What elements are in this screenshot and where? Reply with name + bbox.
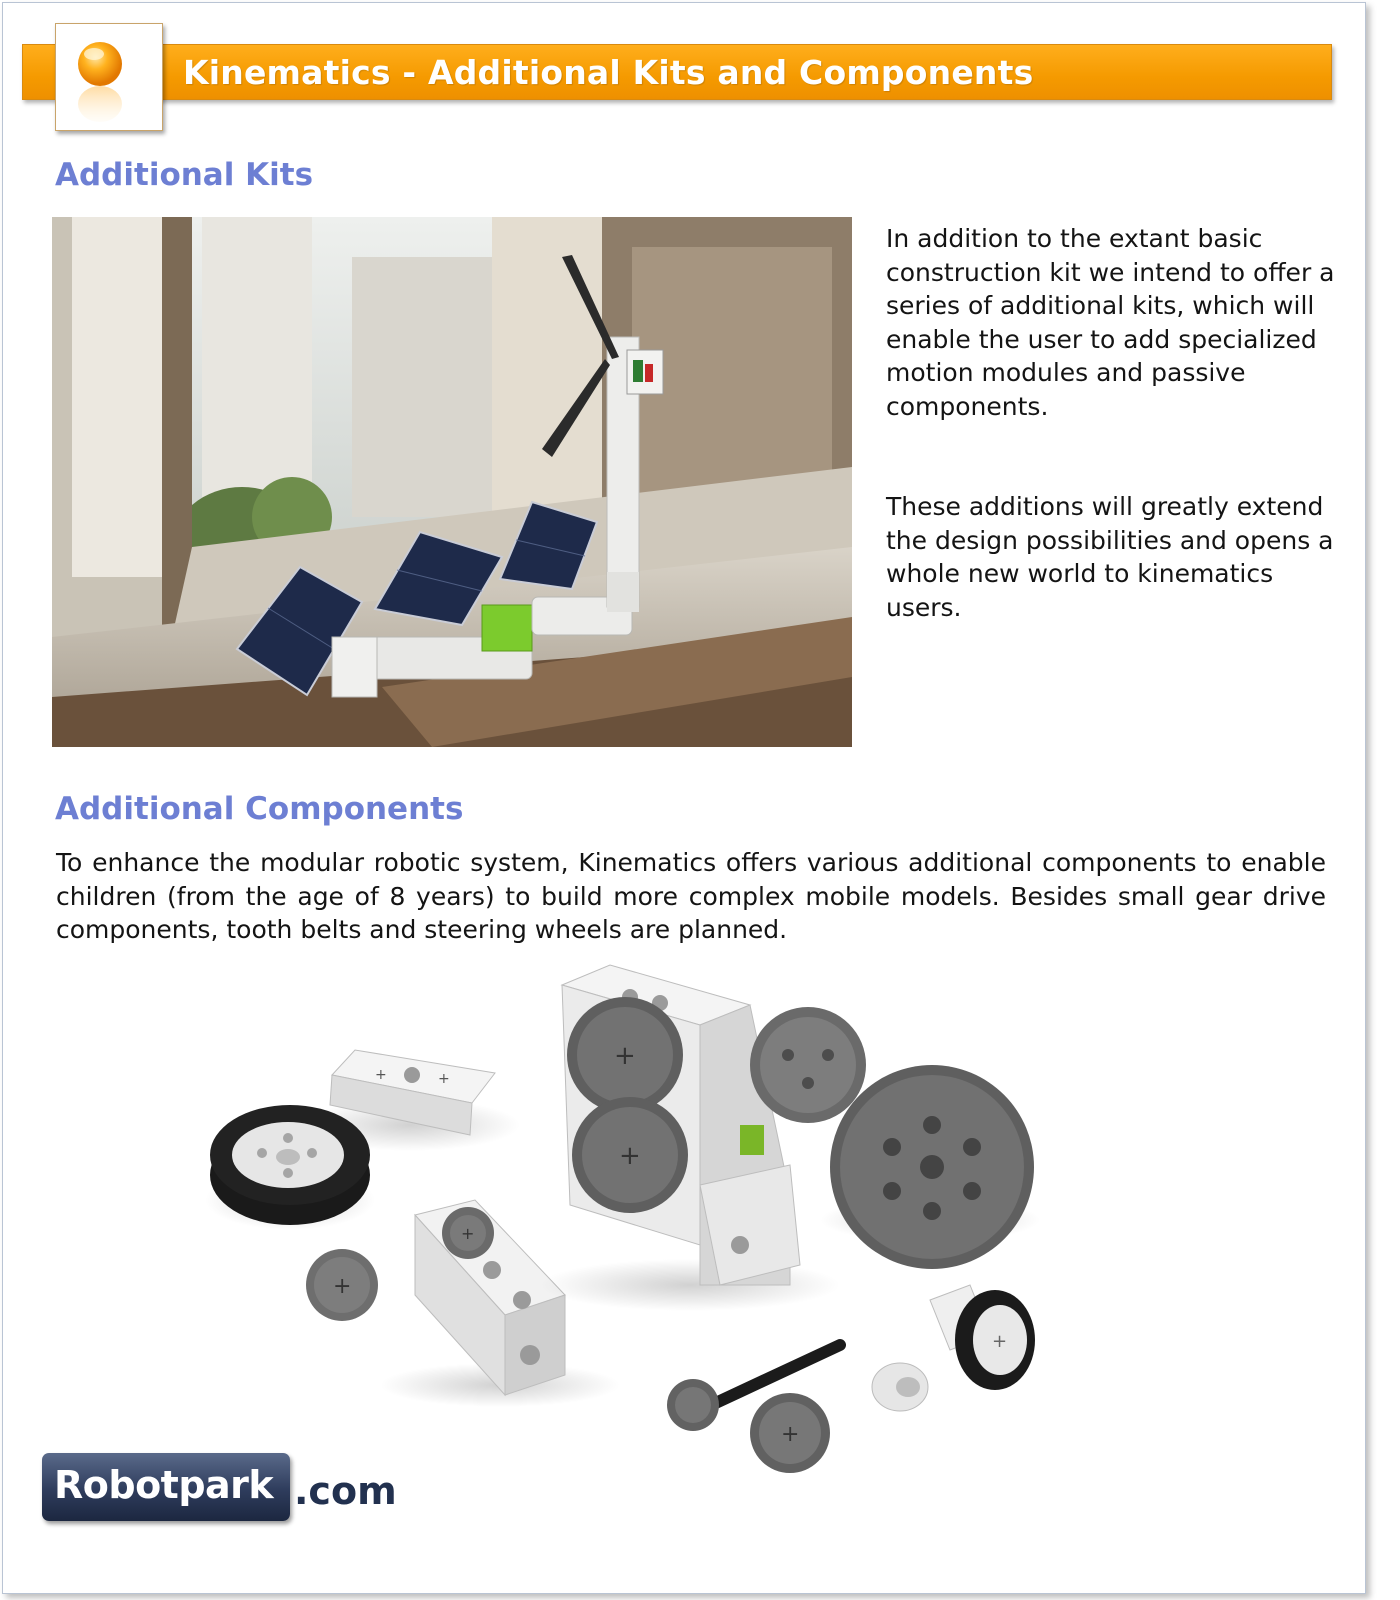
- svg-text:+: +: [992, 1331, 1008, 1352]
- gear-components-image: [200, 955, 1080, 1475]
- orange-orb-icon: [56, 24, 162, 130]
- svg-text:+: +: [461, 1224, 475, 1243]
- svg-text:+: +: [614, 1041, 636, 1071]
- components-heading: Additional Components: [55, 791, 464, 827]
- components-paragraph: To enhance the modular robotic system, Kinematics offers various additional components to enable children (from the age of 8 years) to build more complex mobile models. Besides small gear drive components, tooth belts and steering wheels are planned.: [56, 848, 1326, 944]
- kits-paragraph-1: In addition to the extant basic construction kit we intend to offer a series of additional kits, which will enable the user to add specialized motion modules and passive components.: [886, 224, 1335, 421]
- header-logo: [55, 23, 163, 131]
- solar-windmill-image: [52, 217, 852, 747]
- page-title: Kinematics - Additional Kits and Components: [183, 53, 1034, 92]
- svg-text:+: +: [375, 1067, 387, 1083]
- brand-suffix: .com: [294, 1469, 397, 1513]
- brand-name: Robotpark: [54, 1463, 274, 1507]
- svg-text:+: +: [333, 1274, 352, 1299]
- svg-text:+: +: [781, 1422, 800, 1447]
- kits-paragraph-2: These additions will greatly extend the design possibilities and opens a whole new world to kinematics users.: [886, 492, 1334, 622]
- robotpark-logo[interactable]: [42, 1453, 402, 1525]
- kits-heading: Additional Kits: [55, 157, 314, 193]
- components-photo: [200, 955, 1080, 1475]
- svg-text:+: +: [438, 1071, 450, 1087]
- svg-text:+: +: [619, 1141, 641, 1171]
- solar-kit-photo: [52, 217, 852, 747]
